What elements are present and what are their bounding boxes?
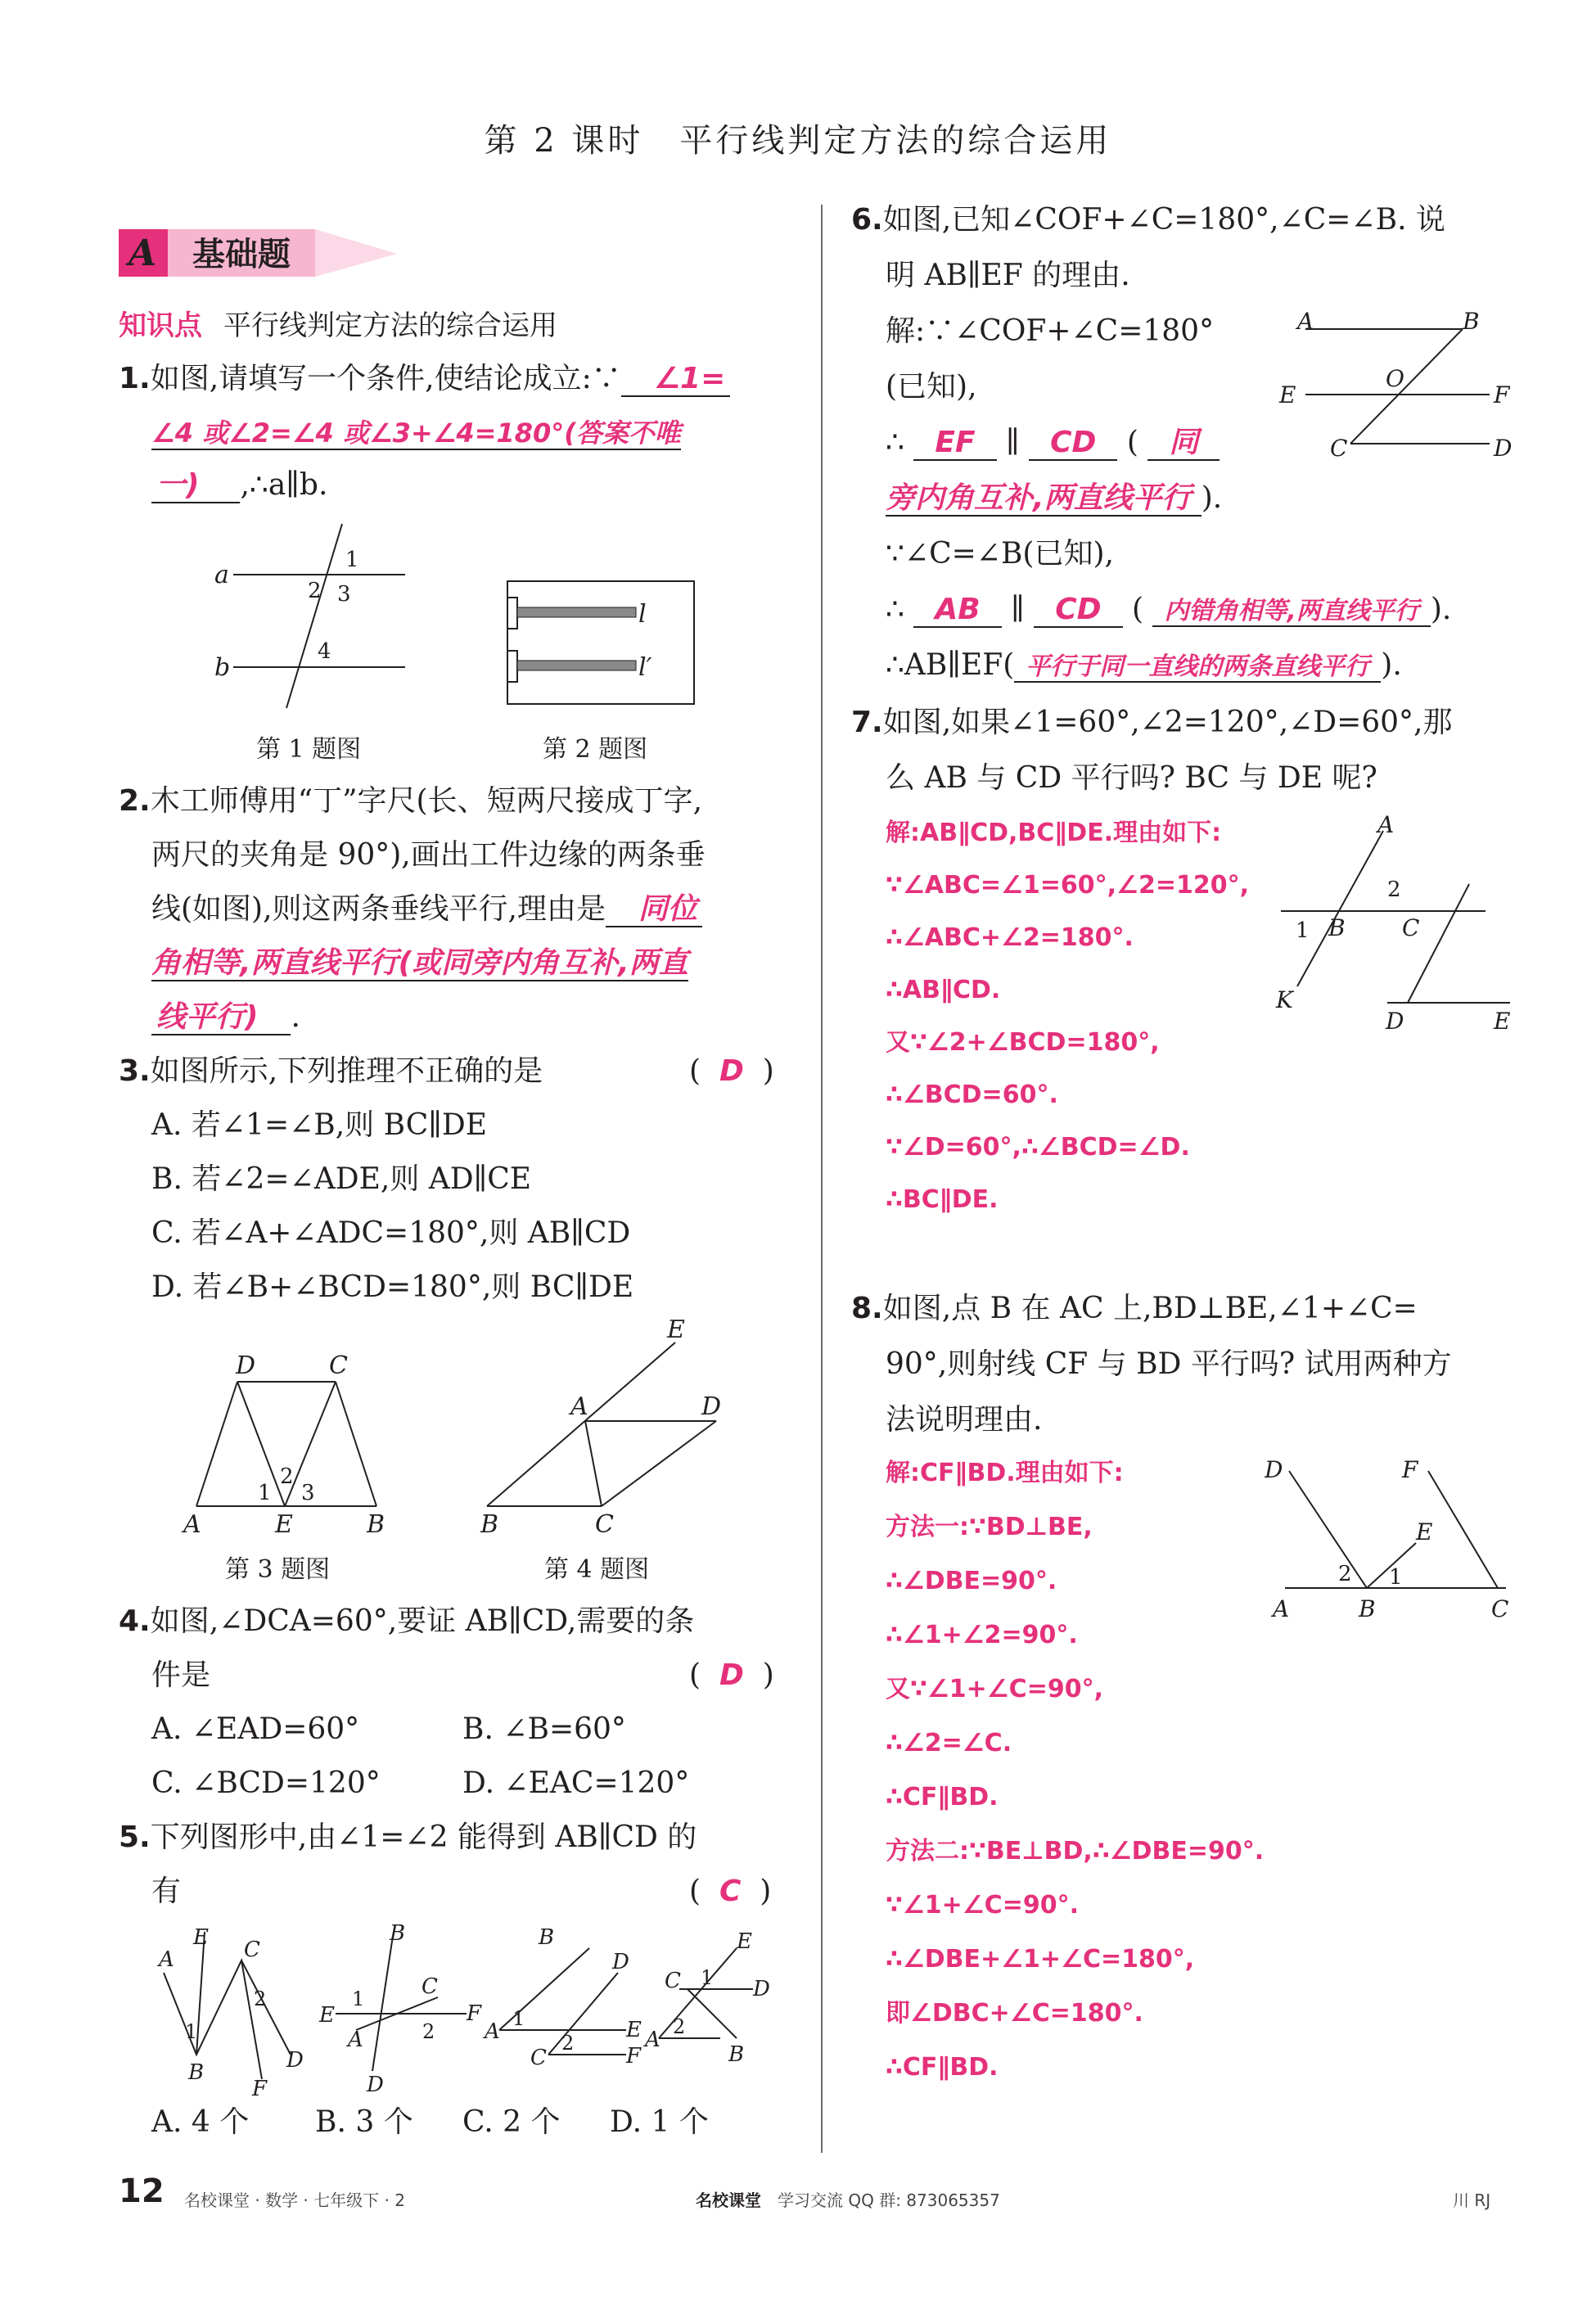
q6-line6 [886,476,1222,521]
q5-line2: 有 [151,1875,182,1908]
fig5c-C: C [530,2046,547,2070]
fig5a-C: C [244,1938,260,1962]
q7-sol-2: ∴∠ABC+∠2=180°. [886,923,1134,952]
q5-option-c: C. 2 个 [462,2105,561,2139]
fig7-label-B: B [1328,914,1346,941]
q4-line1 [119,1599,694,1644]
fig3-angle-2: 2 [280,1464,294,1489]
q3-option-b: B. 若∠2=∠ADE,则 AD∥CE [151,1162,532,1196]
fig5b-1: 1 [352,1987,365,2010]
fig3-label-B: B [367,1510,385,1539]
q7-stem: 如图,如果∠1=60°,∠2=120°,∠D=60°,那 [882,706,1453,739]
q6-line5 [886,421,1220,465]
q3-option-a: A. 若∠1=∠B,则 BC∥DE [151,1108,488,1142]
q8-line3: 法说明理由. [886,1403,1043,1437]
column-divider [821,205,823,2153]
badge-letter: A [128,232,157,274]
fig1-angle-2: 2 [308,579,322,603]
q4-answer-box: ( D ) [689,1658,774,1692]
q1-answer-part1: ∠1= [621,362,731,397]
section-badge [119,226,397,280]
q6-line4: (已知), [886,370,977,404]
fig5b-B: B [390,1924,406,1946]
q8-stem-1: 如图,点 B 在 AC 上,BD⊥BE,∠1+∠C= [882,1292,1418,1325]
fig5d-B: B [728,2042,745,2067]
q6-line3: 解:∵∠COF+∠C=180° [886,314,1215,348]
fig7-angle-1: 1 [1296,918,1310,943]
q4-option-b: B. ∠B=60° [462,1712,626,1746]
q6-answer-ab: AB [913,593,1001,628]
q2-stem-3: 线(如图),则这两条垂线平行,理由是 [151,892,606,926]
q6-reason-2: 内错角相等,两直线平行 [1152,597,1430,627]
q8-sol-4: 又∵∠1+∠C=90°, [886,1675,1103,1703]
fig5c-E: E [626,2018,642,2042]
fig7-label-E: E [1494,1008,1511,1035]
fig5c-1: 1 [512,2007,525,2030]
fig5b-E: E [319,2003,335,2028]
q7-sol-4: 又∵∠2+∠BCD=180°, [886,1028,1160,1057]
fig5b-A: A [348,2028,363,2052]
q8-number: 8. [851,1292,883,1325]
fig8-label-B: B [1359,1595,1376,1622]
q2-answer-part1: 同位 [606,892,702,927]
figure-2 [499,573,704,712]
q8-sol-3: ∴∠1+∠2=90°. [886,1621,1078,1649]
q3-stem-text: 如图所示,下列推理不正确的是 [150,1054,543,1088]
q2-line4 [151,941,688,986]
q5-option-b: B. 3 个 [315,2105,413,2139]
fig1-label-a: a [214,561,229,589]
q5-stem: 下列图形中,由∠1=∠2 能得到 AB∥CD 的 [150,1820,697,1854]
fig6-label-B: B [1463,308,1480,335]
fig3-label-C: C [329,1351,348,1380]
footer-qq: 学习交流 QQ 群: 873065357 [778,2190,1000,2210]
q8-sol-11: ∴CF∥BD. [886,2053,999,2082]
q1-answer-part3: 一) [151,468,240,503]
fig6-label-O: O [1386,365,1404,392]
q6-end-3: ). [1381,648,1402,682]
q2-number: 2. [119,784,151,818]
q1-line3 [151,463,327,508]
figure-1 [205,516,417,712]
fig5a-F: F [252,2077,268,2096]
fig4-label-B: B [480,1510,499,1539]
q5-option-a: A. 4 个 [151,2105,250,2139]
fig8-label-F: F [1402,1456,1418,1483]
kp-label: 知识点 [119,309,202,342]
fig2-label-l: l [638,600,647,629]
q7-sol-0: 解:AB∥CD,BC∥DE.理由如下: [886,819,1222,847]
fig4-caption: 第 4 题图 [544,1555,650,1584]
fig5d-D: D [753,1977,770,2001]
q5-answer-box: ( C ) [689,1875,772,1908]
fig6-label-C: C [1330,435,1348,462]
q1-tail: ,∴a∥b. [240,468,328,502]
fig8-label-D: D [1265,1456,1283,1483]
q7-sol-3: ∴AB∥CD. [886,976,1001,1004]
fig1-angle-4: 4 [318,639,331,664]
q2-answer-part3: 线平行) [151,1000,291,1035]
fig5c-2: 2 [561,2032,575,2055]
q5-line1 [119,1816,697,1860]
q8-sol-0: 解:CF∥BD.理由如下: [886,1459,1124,1487]
fig7-angle-2: 2 [1387,878,1401,902]
fig3-angle-3: 3 [301,1481,315,1505]
q1-number: 1. [119,362,151,395]
q6-reason-1a: 同 [1147,426,1220,461]
q8-sol-7: 方法二:∵BE⊥BD,∴∠DBE=90°. [886,1837,1265,1866]
figure-5 [147,1924,794,2096]
q7-number: 7. [851,706,883,739]
fig1-angle-1: 1 [345,548,359,572]
fig3-label-A: A [183,1510,201,1539]
fig5c-A: A [485,2019,500,2044]
kp-text: 平行线判定方法的综合运用 [223,309,557,342]
knowledge-point [119,303,557,343]
q6-end-2: ). [1430,593,1452,626]
fig6-label-E: E [1279,381,1296,408]
q5-answer: C [719,1875,742,1908]
q6-parallel-1: ∥ [1006,426,1020,459]
q6-answer-ef: EF [913,426,996,461]
fig5a-A: A [159,1947,174,1972]
fig7-label-K: K [1276,986,1293,1013]
fig1-caption: 第 1 题图 [256,735,362,764]
q6-line7: ∵∠C=∠B(已知), [886,537,1114,571]
q4-option-d: D. ∠EAC=120° [462,1766,690,1800]
fig3-label-E: E [275,1510,293,1539]
figure-7 [1273,814,1535,1035]
fig5a-D: D [286,2048,304,2073]
q4-stem: 如图,∠DCA=60°,要证 AB∥CD,需要的条 [150,1604,695,1638]
q6-answer-cd2: CD [1034,593,1122,628]
q8-sol-10: 即∠DBC+∠C=180°. [886,1999,1143,2028]
fig5a-E: E [193,1925,209,1950]
q8-line1 [851,1287,1418,1331]
fig5b-D: D [367,2073,384,2096]
figure-8 [1265,1453,1535,1625]
q3-stem [119,1049,543,1094]
fig5d-E: E [737,1929,752,1954]
fig5-diagram-d [643,1929,770,2067]
q2-answer-part2: 角相等,两直线平行(或同旁内角互补,两直 [151,946,688,980]
fig8-angle-2: 2 [1338,1562,1352,1586]
fig3-label-D: D [236,1351,256,1380]
fig5a-B: B [188,2060,205,2085]
q1-answer-part2: ∠4 或∠2=∠4 或∠3+∠4=180°(答案不唯 [151,417,681,449]
q4-answer: D [719,1658,744,1692]
q3-option-c: C. 若∠A+∠ADC=180°,则 AB∥CD [151,1216,631,1250]
q3-answer: D [719,1054,744,1088]
fig5b-C: C [422,1974,438,1999]
q6-reason-1b: 旁内角互补,两直线平行 [886,481,1202,517]
q8-sol-1: 方法一:∵BD⊥BE, [886,1513,1093,1541]
q7-sol-1: ∵∠ABC=∠1=60°,∠2=120°, [886,871,1249,900]
fig7-label-A: A [1377,814,1395,838]
fig6-label-F: F [1494,381,1510,408]
fig7-label-D: D [1386,1008,1404,1035]
fig8-label-E: E [1416,1518,1433,1545]
q7-sol-5: ∴∠BCD=60°. [886,1081,1058,1109]
fig2-caption: 第 2 题图 [543,735,648,764]
q2-stem-1: 木工师傅用“丁”字尺(长、短两尺接成丁字, [150,784,703,818]
fig6-label-D: D [1494,435,1513,462]
fig1-angle-3: 3 [337,582,351,607]
fig5d-2: 2 [673,2015,686,2038]
q6-reason-3: 平行于同一直线的两条直线平行 [1014,652,1381,683]
q6-conclusion: ∴AB∥EF( [886,648,1015,682]
q6-number: 6. [851,203,883,237]
fig3-caption: 第 3 题图 [225,1555,331,1584]
fig4-label-E: E [667,1318,685,1344]
fig5b-2: 2 [422,2020,435,2043]
fig3-angle-1: 1 [258,1481,272,1505]
fig5a-2: 2 [254,1987,267,2010]
badge-text: 基础题 [192,236,291,273]
q1-line1 [119,357,730,401]
q6-lparen-1: ( [1126,426,1138,459]
q2-line3 [151,887,702,932]
q8-sol-6: ∴CF∥BD. [886,1783,999,1811]
fig6-label-A: A [1297,308,1314,335]
fig5a-1: 1 [185,2020,198,2043]
q3-number: 3. [119,1054,151,1088]
fig5c-B: B [539,1925,555,1950]
q6-lparen-2: ( [1131,593,1144,626]
fig5d-C: C [665,1969,681,1993]
page-title: 第 2 课时 平行线判定方法的综合运用 [484,122,1112,160]
q5-number: 5. [119,1820,151,1854]
q2-end: . [291,1000,300,1034]
q7-line2: 么 AB 与 CD 平行吗? BC 与 DE 呢? [886,761,1377,795]
fig8-label-A: A [1273,1595,1290,1622]
q1-stem: 如图,请填写一个条件,使结论成立:∵ [150,362,621,395]
q3-answer-box: ( D ) [689,1054,774,1088]
fig5-diagram-b [318,1924,482,2096]
q6-therefore-2: ∴ [886,593,904,626]
q7-line1 [851,701,1453,745]
footer-brand: 名校课堂 [696,2190,761,2210]
q6-line8 [886,588,1451,634]
q2-line5 [151,995,300,1040]
q2-line1 [119,779,702,823]
fig2-label-lprime: l′ [638,653,652,682]
fig8-angle-1: 1 [1389,1565,1403,1590]
fig5c-F: F [626,2044,642,2069]
fig4-label-A: A [570,1392,588,1421]
q6-stem: 如图,已知∠COF+∠C=180°,∠C=∠B. 说 [882,203,1445,237]
fig7-label-C: C [1402,914,1420,941]
page-number: 12 [119,2172,165,2210]
figure-3 [180,1342,401,1539]
footer-code: 川 RJ [1453,2190,1491,2210]
q8-sol-5: ∴∠2=∠C. [886,1729,1012,1757]
figure-6 [1273,305,1526,468]
q6-parallel-2: ∥ [1011,593,1025,626]
q8-line2: 90°,则射线 CF 与 BD 平行吗? 试用两种方 [886,1347,1452,1381]
q6-therefore-1: ∴ [886,426,904,459]
q7-sol-7: ∴BC∥DE. [886,1185,999,1214]
footer-book: 名校课堂 · 数学 · 七年级下 · 2 [184,2190,405,2210]
q6-answer-cd: CD [1029,426,1117,461]
q6-line1 [851,198,1445,242]
fig5-diagram-c [483,1925,642,2070]
q3-option-d: D. 若∠B+∠BCD=180°,则 BC∥DE [151,1270,634,1304]
q7-sol-6: ∵∠D=60°,∴∠BCD=∠D. [886,1133,1190,1162]
fig5-diagram-a [157,1925,304,2096]
fig4-label-D: D [701,1392,722,1421]
fig1-label-b: b [214,653,231,682]
fig5d-A: A [645,2028,660,2052]
fig5b-F: F [467,2001,482,2026]
q1-line2 [151,411,681,455]
figure-4 [471,1318,733,1539]
fig5d-1: 1 [701,1966,714,1989]
fig5c-D: D [612,1950,629,1974]
fig8-label-C: C [1491,1595,1509,1622]
q8-sol-8: ∵∠1+∠C=90°. [886,1891,1079,1920]
q4-line2: 件是 [151,1658,211,1692]
q5-option-d: D. 1 个 [610,2105,709,2139]
q6-end-1: ). [1201,481,1223,515]
q6-line2: 明 AB∥EF 的理由. [886,259,1130,292]
q2-line2: 两尺的夹角是 90°),画出工件边缘的两条垂 [151,838,706,872]
q6-line9 [886,643,1402,689]
q8-sol-9: ∴∠DBE+∠1+∠C=180°, [886,1945,1195,1974]
q4-number: 4. [119,1604,151,1638]
q8-sol-2: ∴∠DBE=90°. [886,1567,1057,1595]
q4-option-a: A. ∠EAD=60° [151,1712,360,1746]
q4-option-c: C. ∠BCD=120° [151,1766,381,1800]
fig4-label-C: C [595,1510,614,1539]
